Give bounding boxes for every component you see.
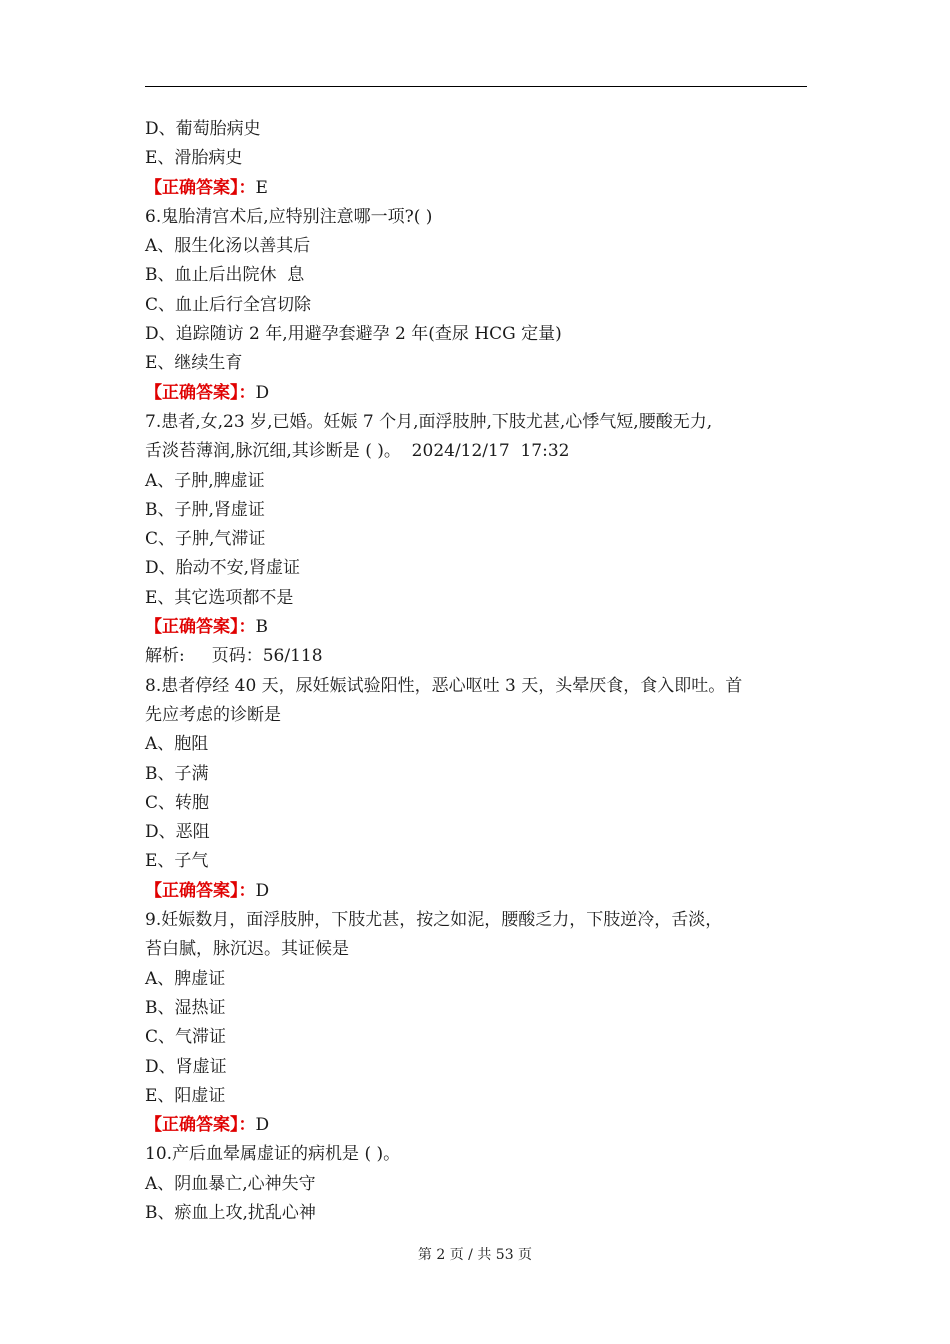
correct-answer-value: B — [255, 617, 268, 638]
correct-answer-value: D — [255, 880, 270, 901]
correct-answer-line — [145, 1111, 807, 1140]
answer-option: D、恶阻 — [145, 822, 210, 843]
document-body — [145, 115, 807, 1228]
answer-option: A、服生化汤以善其后 — [145, 236, 311, 257]
answer-option: C、转胞 — [145, 792, 210, 813]
answer-option: E、其它选项都不是 — [145, 587, 294, 608]
question-text: 8.患者停经 40 天，尿妊娠试验阳性，恶心呕吐 3 天，头晕厌食，食入即吐。首 — [145, 675, 743, 696]
correct-answer-line — [145, 379, 807, 408]
question-text: 7.患者,女,23 岁,已婚。妊娠 7 个月,面浮肢肿,下肢尤甚,心悸气短,腰酸无力, — [145, 411, 713, 432]
answer-option: A、子肿,脾虚证 — [145, 470, 265, 491]
answer-option: E、继续生育 — [145, 353, 243, 374]
answer-option: C、气滞证 — [145, 1027, 227, 1048]
answer-option: A、胞阻 — [145, 734, 209, 755]
correct-answer-line — [145, 613, 807, 642]
answer-option: E、阳虚证 — [145, 1085, 226, 1106]
answer-option: D、胎动不安,肾虚证 — [145, 558, 301, 579]
answer-option: B、血止后出院休 息 — [145, 265, 305, 286]
answer-option: C、血止后行全宫切除 — [145, 294, 312, 315]
header-rule — [145, 86, 807, 87]
question-text: 6.鬼胎清宫术后,应特别注意哪一项?( ) — [145, 206, 433, 227]
answer-option: B、湿热证 — [145, 997, 226, 1018]
answer-option: E、子气 — [145, 851, 209, 872]
answer-option: B、子满 — [145, 763, 209, 784]
question-text: 先应考虑的诊断是 — [145, 704, 281, 725]
answer-option: D、肾虚证 — [145, 1056, 227, 1077]
correct-answer-label: 【正确答案】： — [145, 880, 256, 901]
correct-answer-label: 【正确答案】： — [145, 617, 256, 638]
explanation-note: 解析: 页码：56/118 — [145, 646, 323, 667]
answer-option: B、子肿,肾虚证 — [145, 499, 265, 520]
question-text: 9.妊娠数月，面浮肢肿，下肢尤甚，按之如泥，腰酸乏力，下肢逆冷，舌淡， — [145, 910, 723, 931]
correct-answer-line — [145, 877, 807, 906]
question-text: 舌淡苔薄润,脉沉细,其诊断是 ( )。 2024/12/17 17:32 — [145, 441, 570, 462]
answer-option: B、瘀血上攻,扰乱心神 — [145, 1202, 316, 1223]
answer-option: A、阴血暴亡,心神失守 — [145, 1173, 316, 1194]
answer-option: D、追踪随访 2 年,用避孕套避孕 2 年(查尿 HCG 定量) — [145, 324, 562, 345]
question-text: 苔白腻，脉沉迟。其证候是 — [145, 939, 349, 960]
answer-option: A、脾虚证 — [145, 968, 226, 989]
correct-answer-label: 【正确答案】： — [145, 1115, 256, 1136]
correct-answer-value: D — [255, 382, 270, 403]
question-text: 10.产后血晕属虚证的病机是 ( )。 — [145, 1144, 401, 1165]
correct-answer-value: D — [255, 1115, 270, 1136]
page-footer: 第 2 页 / 共 53 页 — [417, 1247, 533, 1263]
answer-option: C、子肿,气滞证 — [145, 529, 266, 550]
correct-answer-line — [145, 174, 807, 203]
answer-option: E、滑胎病史 — [145, 148, 243, 169]
correct-answer-label: 【正确答案】： — [145, 177, 256, 198]
correct-answer-value: E — [255, 177, 268, 198]
correct-answer-label: 【正确答案】： — [145, 382, 256, 403]
answer-option: D、葡萄胎病史 — [145, 119, 261, 139]
